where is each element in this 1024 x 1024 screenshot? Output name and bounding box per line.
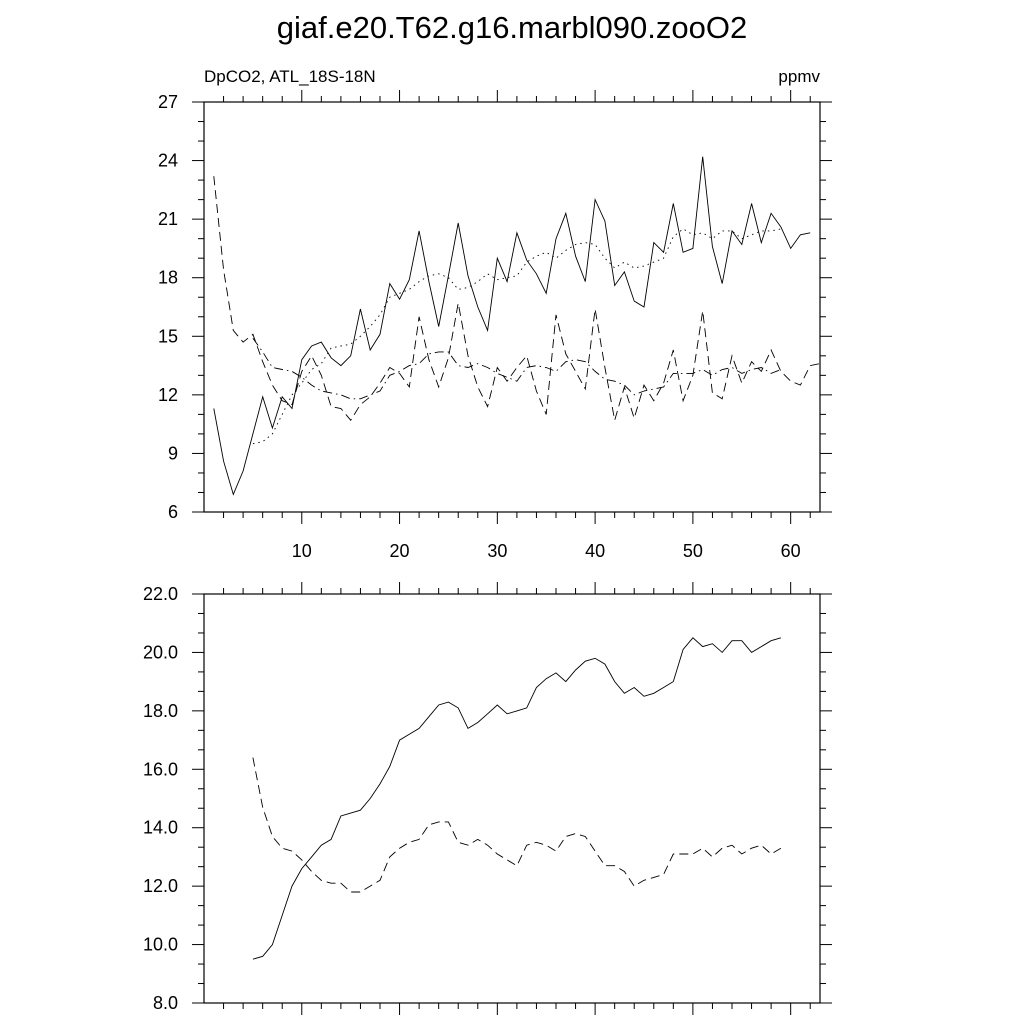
series-line-dashdot <box>253 338 781 399</box>
units-label: ppmv <box>778 67 820 86</box>
y-tick-label: 21 <box>157 209 178 230</box>
figure-title: giaf.e20.T62.g16.marbl090.zooO2 <box>276 10 748 45</box>
bottom-panel <box>143 582 832 1015</box>
y-tick-label: 27 <box>157 92 178 112</box>
y-tick-label: 18.0 <box>142 700 178 721</box>
y-tick-label: 24 <box>157 150 178 171</box>
y-tick-label: 12.0 <box>142 876 178 897</box>
x-tick-label: 60 <box>780 541 801 561</box>
x-tick-label: 50 <box>682 541 703 561</box>
series-line-dotted <box>253 229 781 444</box>
y-tick-label: 10.0 <box>142 934 178 955</box>
plot-frame <box>204 102 820 512</box>
y-tick-label: 9 <box>167 443 178 464</box>
top-panel <box>158 90 832 561</box>
y-tick-label: 18 <box>157 267 178 288</box>
x-tick-label: 20 <box>389 541 410 561</box>
series-line-solid <box>214 157 810 495</box>
y-tick-label: 8.0 <box>152 993 178 1013</box>
series-line-dashed <box>253 758 781 892</box>
plot-frame <box>204 594 820 1003</box>
y-tick-label: 12 <box>157 384 178 405</box>
series-line-solid <box>253 638 781 959</box>
y-tick-label: 20.0 <box>142 642 178 663</box>
y-tick-label: 14.0 <box>142 817 178 838</box>
x-tick-label: 40 <box>585 541 606 561</box>
variable-region-label: DpCO2, ATL_18S-18N <box>204 67 376 86</box>
y-tick-label: 16.0 <box>142 759 178 780</box>
x-tick-label: 30 <box>487 541 508 561</box>
x-tick-label: 10 <box>291 541 312 561</box>
y-tick-label: 15 <box>157 326 178 347</box>
y-tick-label: 22.0 <box>142 584 178 604</box>
series-line-dashed <box>214 176 820 420</box>
y-tick-label: 6 <box>167 502 178 522</box>
